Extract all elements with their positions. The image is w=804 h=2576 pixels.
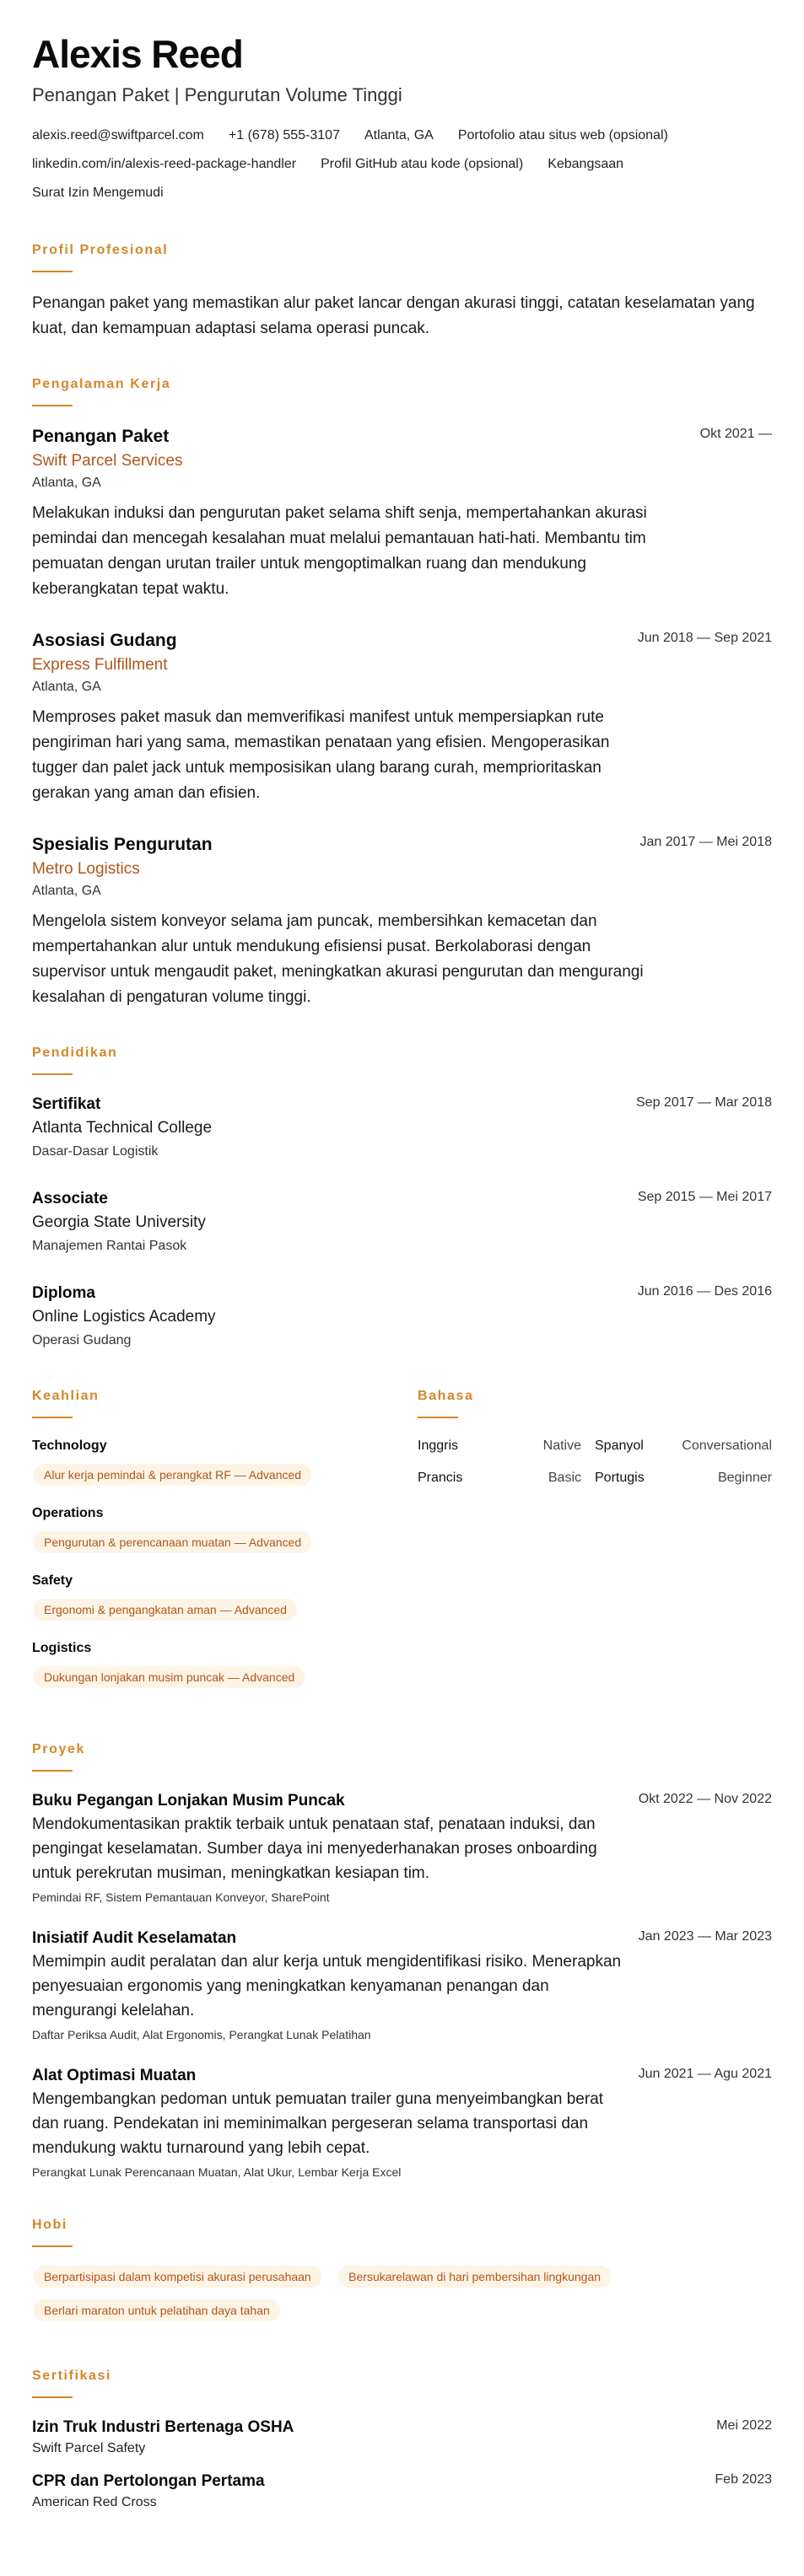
education-date: Sep 2015 — Mei 2017 bbox=[637, 1190, 772, 1204]
section-title-skills: Keahlian bbox=[32, 1389, 100, 1403]
education-field: Manajemen Rantai Pasok bbox=[32, 1239, 187, 1253]
language-level: Basic bbox=[548, 1471, 581, 1485]
project-title: Alat Optimasi Muatan bbox=[32, 2067, 197, 2084]
language-item bbox=[418, 1469, 595, 1487]
experience-entry bbox=[32, 833, 772, 1010]
experience-description: Melakukan induksi dan pengurutan paket selama shift senja, mempertahankan akurasi pemindai dan mencegah kesalahan muat melalui pemantauan hati-hati. Membantu tim pemuatan dengan urutan trailer untuk mengoptimalkan ruang dan mendukung keberangkatan tepat waktu. bbox=[32, 504, 647, 598]
experience-entry bbox=[32, 425, 772, 602]
contact-linkedin[interactable]: linkedin.com/in/alexis-reed-package-handler bbox=[32, 157, 297, 171]
education-entry bbox=[32, 1283, 772, 1352]
skill-tag: Dukungan lonjakan musim puncak — Advanced bbox=[34, 1666, 305, 1688]
project-tech: Daftar Periksa Audit, Alat Ergonomis, Perangkat Lunak Pelatihan bbox=[32, 2028, 371, 2041]
education-date: Jun 2016 — Des 2016 bbox=[637, 1284, 772, 1299]
language-name: Portugis bbox=[595, 1471, 645, 1485]
section-title-hobbies: Hobi bbox=[32, 2218, 67, 2232]
section-divider bbox=[32, 1073, 73, 1075]
hobby-tag: Berlari maraton untuk pelatihan daya tahan bbox=[34, 2299, 280, 2321]
hobby-tag: Berpartisipasi dalam kompetisi akurasi perusahaan bbox=[34, 2266, 321, 2288]
project-description: Mendokumentasikan praktik terbaik untuk penataan staf, penataan induksi, dan pengingat keselamatan. Sumber daya ini menyederhanakan proses onboarding untuk perekrutan musiman, meningkatkan kesiapan tim. bbox=[32, 1815, 597, 1882]
contact-location: Atlanta, GA bbox=[364, 128, 434, 143]
certification-entry bbox=[32, 2471, 772, 2513]
section-title-projects: Proyek bbox=[32, 1742, 85, 1756]
skills-section bbox=[32, 1387, 402, 1707]
certification-name: Izin Truk Industri Bertenaga OSHA bbox=[32, 2418, 294, 2436]
hobbies-section bbox=[32, 2216, 772, 2333]
contact-email[interactable]: alexis.reed@swiftparcel.com bbox=[32, 128, 204, 143]
experience-section bbox=[32, 375, 772, 1010]
candidate-headline: Penangan Paket | Pengurutan Volume Tinggi bbox=[32, 84, 402, 105]
experience-description: Memproses paket masuk dan memverifikasi manifest untuk mempersiapkan rute pengiriman hari yang sama, memastikan penataan yang efisien. Mengoperasikan tugger dan palet jack untuk memposisikan ulang barang curah, memprioritaskan gerakan yang aman dan efisien. bbox=[32, 708, 610, 802]
language-row bbox=[418, 1469, 772, 1487]
experience-job-title: Penangan Paket bbox=[32, 427, 170, 446]
education-section bbox=[32, 1044, 772, 1352]
skill-group bbox=[32, 1639, 402, 1688]
hobby-list bbox=[32, 2266, 774, 2333]
project-title: Buku Pegangan Lonjakan Musim Puncak bbox=[32, 1792, 345, 1810]
certification-name: CPR dan Pertolongan Pertama bbox=[32, 2472, 265, 2490]
contact-nationality: Kebangsaan bbox=[548, 157, 624, 171]
certification-entry bbox=[32, 2417, 772, 2459]
language-item bbox=[418, 1437, 595, 1455]
experience-company: Swift Parcel Services bbox=[32, 452, 183, 470]
experience-date: Okt 2021 — bbox=[699, 427, 772, 441]
education-entry bbox=[32, 1094, 772, 1163]
project-description: Memimpin audit peralatan dan alur kerja untuk mengidentifikasi risiko. Menerapkan penyesuaian ergonomis yang meningkatkan kenyamanan penangan dan mengurangi kelelahan. bbox=[32, 1953, 622, 2019]
section-divider bbox=[32, 271, 73, 272]
section-title-profile: Profil Profesional bbox=[32, 243, 169, 257]
contact-github[interactable]: Profil GitHub atau kode (opsional) bbox=[321, 157, 524, 171]
profile-section bbox=[32, 241, 772, 341]
skill-group-name: Operations bbox=[32, 1506, 104, 1520]
experience-location: Atlanta, GA bbox=[32, 476, 101, 490]
project-entry bbox=[32, 2065, 772, 2182]
skill-tag: Alur kerja pemindai & perangkat RF — Advanced bbox=[34, 1464, 311, 1486]
education-school: Georgia State University bbox=[32, 1213, 206, 1231]
project-date: Jan 2023 — Mar 2023 bbox=[638, 1929, 772, 1944]
experience-description: Mengelola sistem konveyor selama jam puncak, membersihkan kemacetan dan mempertahankan alur untuk mendukung efisiensi pusat. Berkolaborasi dengan supervisor untuk mengaudit paket, meningkatkan akurasi pengurutan dan mengurangi kesalahan di pengaturan volume tinggi. bbox=[32, 912, 644, 1006]
certification-issuer: Swift Parcel Safety bbox=[32, 2441, 146, 2455]
language-row bbox=[418, 1437, 772, 1455]
language-level: Conversational bbox=[682, 1439, 772, 1453]
project-title: Inisiatif Audit Keselamatan bbox=[32, 1929, 237, 1947]
experience-entry bbox=[32, 629, 772, 806]
certification-date: Feb 2023 bbox=[715, 2472, 772, 2487]
contact-portfolio[interactable]: Portofolio atau situs web (opsional) bbox=[457, 128, 668, 143]
section-divider bbox=[32, 2396, 73, 2398]
certification-issuer: American Red Cross bbox=[32, 2495, 157, 2509]
section-title-education: Pendidikan bbox=[32, 1046, 118, 1060]
skill-group bbox=[32, 1504, 402, 1553]
skill-group-name: Technology bbox=[32, 1439, 107, 1453]
section-title-certifications: Sertifikasi bbox=[32, 2369, 112, 2383]
language-item bbox=[595, 1437, 772, 1455]
language-level: Beginner bbox=[717, 1471, 772, 1485]
skill-tag: Ergonomi & pengangkatan aman — Advanced bbox=[34, 1599, 297, 1621]
education-entry bbox=[32, 1188, 772, 1257]
contact-phone[interactable]: +1 (678) 555-3107 bbox=[228, 128, 340, 143]
contact-driving-license: Surat Izin Mengemudi bbox=[32, 186, 164, 200]
project-date: Okt 2022 — Nov 2022 bbox=[638, 1792, 772, 1806]
section-divider bbox=[32, 405, 73, 406]
education-degree: Sertifikat bbox=[32, 1095, 101, 1113]
experience-location: Atlanta, GA bbox=[32, 884, 101, 898]
skill-group-name: Safety bbox=[32, 1573, 73, 1588]
language-item bbox=[595, 1469, 772, 1487]
experience-company: Express Fulfillment bbox=[32, 656, 168, 674]
education-school: Atlanta Technical College bbox=[32, 1119, 213, 1137]
projects-section bbox=[32, 1740, 772, 2182]
education-school: Online Logistics Academy bbox=[32, 1308, 216, 1326]
section-divider bbox=[32, 1770, 73, 1772]
education-degree: Diploma bbox=[32, 1284, 95, 1302]
skill-group bbox=[32, 1572, 402, 1621]
section-divider bbox=[32, 2245, 73, 2247]
language-level: Native bbox=[542, 1439, 581, 1453]
section-title-languages: Bahasa bbox=[418, 1389, 474, 1403]
section-divider bbox=[418, 1417, 458, 1418]
languages-section bbox=[418, 1387, 772, 1707]
experience-job-title: Spesialis Pengurutan bbox=[32, 835, 213, 854]
experience-company: Metro Logistics bbox=[32, 860, 140, 878]
project-entry bbox=[32, 1790, 772, 1907]
candidate-name: Alexis Reed bbox=[32, 32, 243, 76]
project-description: Mengembangkan pedoman untuk pemuatan trailer guna menyeimbangkan berat dan ruang. Pendekatan ini meminimalkan pergeseran selama transportasi dan mendukung waktu turnaround yang lebih cepat. bbox=[32, 2090, 604, 2157]
education-field: Operasi Gudang bbox=[32, 1333, 132, 1347]
project-date: Jun 2021 — Agu 2021 bbox=[638, 2067, 772, 2081]
language-name: Inggris bbox=[418, 1439, 459, 1453]
hobby-tag: Bersukarelawan di hari pembersihan lingkungan bbox=[338, 2266, 611, 2288]
certifications-section bbox=[32, 2367, 772, 2513]
education-date: Sep 2017 — Mar 2018 bbox=[636, 1095, 772, 1110]
skill-group bbox=[32, 1437, 402, 1486]
certification-date: Mei 2022 bbox=[716, 2418, 772, 2433]
language-name: Prancis bbox=[418, 1471, 463, 1485]
section-divider bbox=[32, 1417, 73, 1418]
education-degree: Associate bbox=[32, 1190, 108, 1207]
section-title-experience: Pengalaman Kerja bbox=[32, 377, 171, 391]
education-field: Dasar-Dasar Logistik bbox=[32, 1144, 159, 1159]
experience-job-title: Asosiasi Gudang bbox=[32, 631, 177, 650]
language-name: Spanyol bbox=[595, 1439, 644, 1453]
skills-languages-row bbox=[32, 1387, 772, 1707]
profile-summary: Penangan paket yang memastikan alur paket lancar dengan akurasi tinggi, catatan keselamatan yang kuat, dan kemampuan adaptasi selama operasi puncak. bbox=[32, 294, 755, 337]
contact-list bbox=[32, 121, 774, 207]
experience-date: Jan 2017 — Mei 2018 bbox=[639, 835, 772, 849]
project-entry bbox=[32, 1928, 772, 2045]
project-tech: Perangkat Lunak Perencanaan Muatan, Alat Ukur, Lembar Kerja Excel bbox=[32, 2165, 402, 2179]
skill-group-name: Logistics bbox=[32, 1641, 92, 1655]
project-tech: Pemindai RF, Sistem Pemantauan Konveyor, SharePoint bbox=[32, 1890, 330, 1904]
experience-date: Jun 2018 — Sep 2021 bbox=[637, 631, 772, 645]
experience-location: Atlanta, GA bbox=[32, 680, 101, 694]
resume-header bbox=[32, 30, 772, 207]
skill-tag: Pengurutan & perencanaan muatan — Advanced bbox=[34, 1531, 311, 1553]
